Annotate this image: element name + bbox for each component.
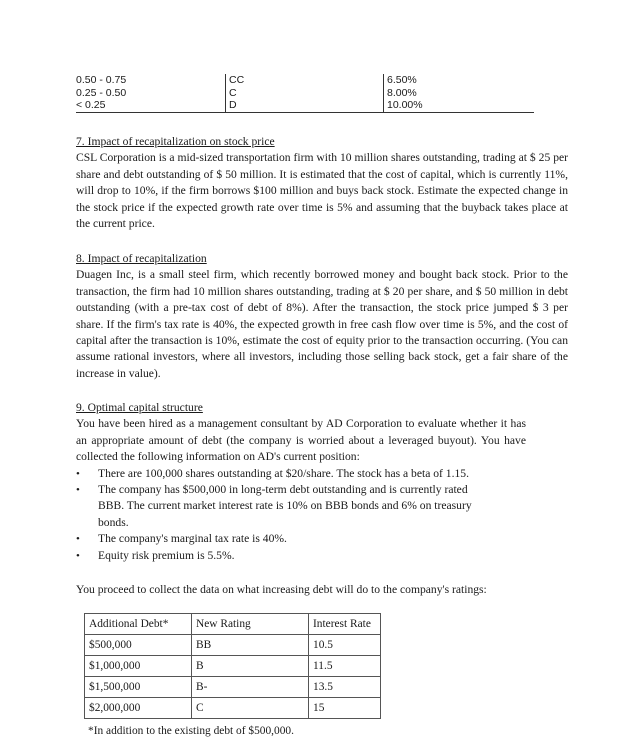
table-row xyxy=(85,635,381,656)
table-cell: BB xyxy=(192,635,309,656)
table-cell: $500,000 xyxy=(85,635,192,656)
rating-table-fragment xyxy=(76,74,534,113)
table-row xyxy=(76,87,534,100)
table-header-row xyxy=(85,614,381,635)
question-9-bullets xyxy=(76,466,526,564)
spread-cell: 6.50% xyxy=(383,74,534,87)
question-8 xyxy=(76,251,568,382)
list-item: • The company's marginal tax rate is 40%. xyxy=(76,531,526,547)
table-cell: B- xyxy=(192,677,309,698)
table-row xyxy=(85,656,381,677)
table-cell: 11.5 xyxy=(309,656,381,677)
rating-cell: CC xyxy=(225,74,383,87)
table-row xyxy=(85,677,381,698)
question-9 xyxy=(76,400,526,564)
column-header: Interest Rate xyxy=(309,614,381,635)
question-9-intro: You have been hired as a management consultant by AD Corporation to evaluate whether it has an appropriate amount of debt (the company is worried about a leveraged buyout). You have collected the following information on AD's current position: xyxy=(76,417,526,464)
question-7-heading: 7. Impact of recapitalization on stock price xyxy=(76,135,275,148)
question-7-body: CSL Corporation is a mid-sized transportation firm with 10 million shares outstanding, trading at $ 25 per share and debt outstanding of $ 50 million. It is estimated that the cost of capital, which is currently 11%, will drop to 10%, if the firm borrows $100 million and buys back stock. Estimate the expected change in the stock price if the expected growth rate over time is 5% and assuming that the buyback takes place at the current price. xyxy=(76,151,568,231)
column-header: New Rating xyxy=(192,614,309,635)
table-cell: $2,000,000 xyxy=(85,698,192,719)
table-cell: $1,500,000 xyxy=(85,677,192,698)
question-8-heading: 8. Impact of recapitalization xyxy=(76,252,207,265)
table-row xyxy=(85,698,381,719)
table-cell: 13.5 xyxy=(309,677,381,698)
list-item: • Equity risk premium is 5.5%. xyxy=(76,548,526,564)
spread-cell: 8.00% xyxy=(383,87,534,100)
coverage-cell: 0.50 - 0.75 xyxy=(76,74,127,86)
coverage-cell: 0.25 - 0.50 xyxy=(76,86,127,99)
question-9-proceed: You proceed to collect the data on what increasing debt will do to the company's ratings: xyxy=(76,583,487,596)
table-cell: $1,000,000 xyxy=(85,656,192,677)
rating-cell: D xyxy=(225,99,383,112)
list-item: • There are 100,000 shares outstanding at $20/share. The stock has a beta of 1.15. xyxy=(76,466,526,482)
ratings-table-footnote: *In addition to the existing debt of $500,000. xyxy=(88,725,294,737)
question-8-body: Duagen Inc, is a small steel firm, which recently borrowed money and bought back stock. Prior to the transaction, the firm had 10 million shares outstanding, trading at $ 20 per share, and $ 50 million in debt outstanding (with a pre-tax cost of debt of 8%). After the transaction, the stock price jumped $ 3 per share. If the firm's tax rate is 40%, the expected growth in free cash flow over time is 5%, and the cost of capital after the transaction is 10%, estimate the cost of equity prior to the transaction occurring. (You can assume rational investors, where all investors, including those selling back stock, get a fair share of the increase in value). xyxy=(76,268,568,380)
table-cell: B xyxy=(192,656,309,677)
table-row xyxy=(76,99,534,112)
table-cell: 15 xyxy=(309,698,381,719)
question-7 xyxy=(76,134,568,232)
table-row xyxy=(76,74,534,87)
table-cell: C xyxy=(192,698,309,719)
ratings-table xyxy=(84,613,381,719)
question-9-heading: 9. Optimal capital structure xyxy=(76,401,203,414)
coverage-cell: < 0.25 xyxy=(76,99,106,111)
rating-cell: C xyxy=(225,87,383,100)
table-cell: 10.5 xyxy=(309,635,381,656)
spread-cell: 10.00% xyxy=(383,99,534,112)
column-header: Additional Debt* xyxy=(85,614,192,635)
list-item: • The company has $500,000 in long-term debt outstanding and is currently rated BBB. The current market interest rate is 10% on BBB bonds and 6% on treasury bonds. xyxy=(76,482,526,531)
